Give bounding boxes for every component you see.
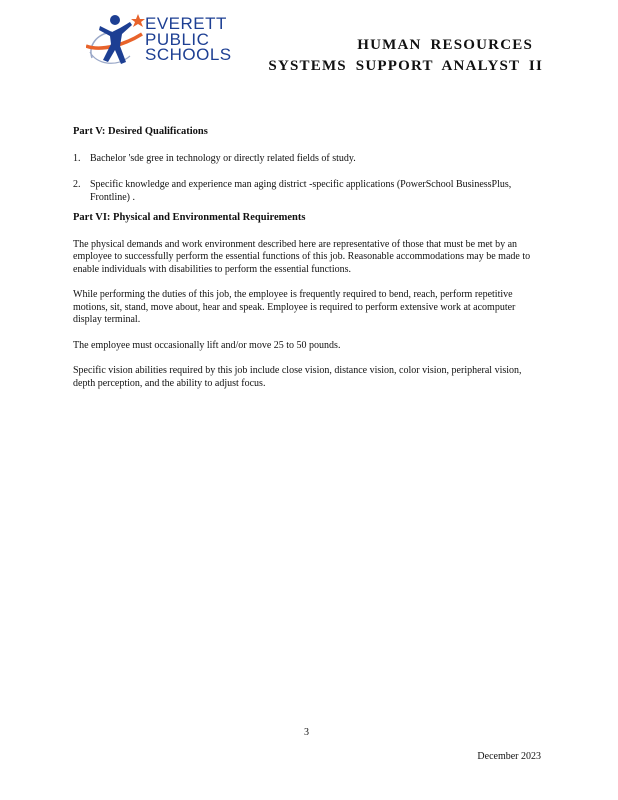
- paragraph-duties: While performing the duties of this job, the employee is frequently required to bend, reach, perform repetitive motions, sit, stand, move about, hear and speak. Employee is required to perform extensive work at acomputer display terminal.: [73, 289, 516, 325]
- footer-date: December 2023: [477, 751, 541, 762]
- paragraph-physical-demands: The physical demands and work environment described here are representative of those that must be met by an employee to successfully perform the essential functions of this job. Reasonable accommodations may be made to enable individuals with disabilities to perform the essential functions.: [73, 238, 531, 275]
- logo-line-3: SCHOOLS: [145, 45, 232, 64]
- document-title-line-2: SYSTEMS SUPPORT ANALYST II: [268, 58, 543, 74]
- running-figure-star-logo-icon: [86, 12, 146, 74]
- item-text: Bachelor 'sde gree in technology or directly related fields of study.: [90, 152, 356, 164]
- paragraph-vision: Specific vision abilities required by this job include close vision, distance vision, color vision, peripheral vision, depth perception, and the ability to adjust focus.: [73, 365, 522, 389]
- item-text: Specific knowledge and experience man aging district -specific applications (PowerSchool BusinessPlus, Frontline) .: [90, 179, 512, 203]
- logo-line-2: PUBLIC: [145, 29, 210, 49]
- document-title-line-1: HUMAN RESOURCES: [357, 37, 533, 53]
- document-body: [73, 126, 543, 403]
- logo-line-1: EVERETT: [145, 14, 227, 33]
- item-number: 1.: [73, 152, 81, 164]
- page-number: 3: [304, 727, 309, 738]
- part-5-heading: Part V: Desired Qualifications: [73, 126, 208, 137]
- qualification-item-2: [73, 179, 543, 204]
- paragraph-lifting: The employee must occasionally lift and/or move 25 to 50 pounds.: [73, 339, 341, 351]
- part-6-heading: Part VI: Physical and Environmental Requirements: [73, 212, 306, 223]
- logo-wordmark: [145, 16, 232, 63]
- item-number: 2.: [73, 179, 81, 190]
- qualification-item-1: [73, 153, 543, 166]
- everett-public-schools-logo: [86, 12, 236, 74]
